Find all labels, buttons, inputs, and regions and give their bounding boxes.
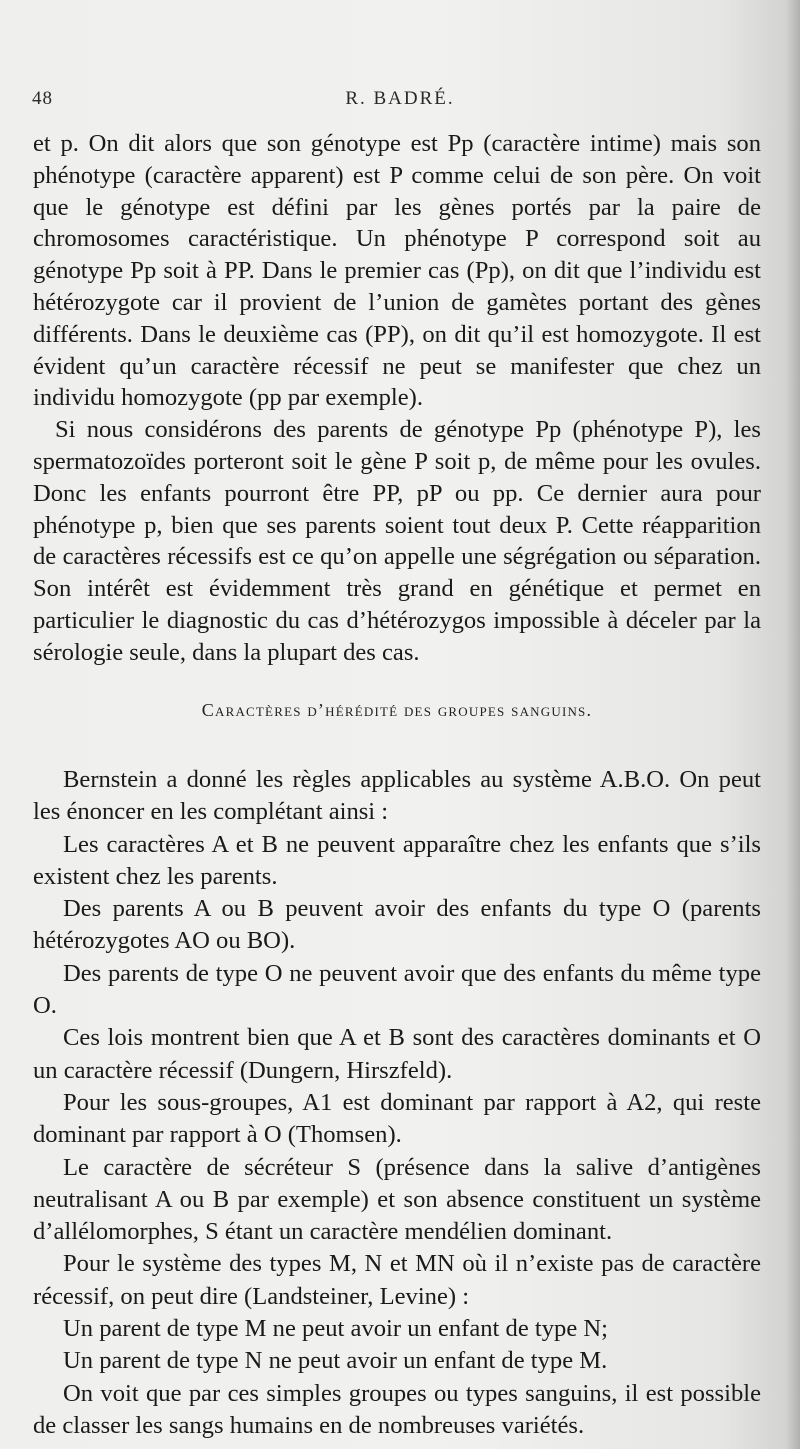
paragraph: Un parent de type M ne peut avoir un enfant de type N;	[63, 1315, 608, 1343]
paragraph: Les caractères A et B ne peuvent apparaître chez les enfants que s’ils existent chez les parents.	[33, 830, 761, 890]
paragraph: Pour le système des types M, N et MN où il n’existe pas de caractère récessif, on peut dire (Landsteiner, Levine) :	[33, 1250, 761, 1310]
page-header	[32, 88, 768, 116]
genetics-text-block	[33, 128, 761, 669]
paragraph: Pour les sous-groupes, A1 est dominant par rapport à A2, qui reste dominant par rapport à O (Thomsen).	[33, 1088, 761, 1149]
paragraph: Bernstein a donné les règles applicables au système A.B.O. On peut les énoncer en les complétant ainsi :	[33, 766, 761, 826]
paragraph: et p. On dit alors que son génotype est Pp (caractère intime) mais son phénotype (caractère apparent) est P comme celui de son père. On voit que le génotype est défini par les gènes portés par la paire de chromosomes caractéristique. Un phénotype P correspond soit au génotype Pp soit à PP. Dans le premier cas (Pp), on dit que l’individu est hétérozygote car il provient de l’union de gamètes portant des gènes différents. Dans le deuxième cas (PP), on dit qu’il est homozygote. Il est évident qu’un caractère récessif ne peut se manifester que chez un individu homozygote (pp par exemple).	[33, 130, 761, 412]
paragraph: Des parents A ou B peuvent avoir des enfants du type O (parents hétérozygotes AO ou BO).	[33, 895, 761, 955]
paragraph: On voit que par ces simples groupes ou types sanguins, il est possible de classer les sangs humains en de nombreuses variétés.	[33, 1379, 761, 1439]
page-number: 48	[32, 88, 53, 109]
paragraph: Des parents de type O ne peuvent avoir que des enfants du même type O.	[33, 959, 761, 1020]
running-head: R. BADRÉ.	[345, 88, 455, 109]
paragraph: Si nous considérons des parents de génotype Pp (phénotype P), les spermatozoïdes porteront soit le gène P soit p, de même pour les ovules. Donc les enfants pourront être PP, pP ou pp. Ce dernier aura pour phénotype p, bien que ses parents soient tout deux P. Cette réapparition de caractères récessifs est ce qu’on appelle une ségrégation ou séparation. Son intérêt est évidemment très grand en génétique et permet en particulier le diagnostic du cas d’hétérozygos impossible à déceler par la sérologie seule, dans la plupart des cas.	[33, 416, 761, 666]
section-heading: Caractères d’hérédité des groupes sanguins.	[201, 700, 593, 720]
paragraph: Ces lois montrent bien que A et B sont des caractères dominants et O un caractère récessif (Dungern, Hirszfeld).	[33, 1024, 761, 1084]
heredity-text-block	[33, 764, 761, 1442]
paragraph: Un parent de type N ne peut avoir un enfant de type M.	[63, 1347, 608, 1375]
paragraph: Le caractère de sécréteur S (présence dans la salive d’antigènes neutralisant A ou B par exemple) et son absence constituent un système d’allélomorphes, S étant un caractère mendélien dominant.	[33, 1153, 761, 1246]
scan-shadow-edge	[786, 0, 800, 1449]
